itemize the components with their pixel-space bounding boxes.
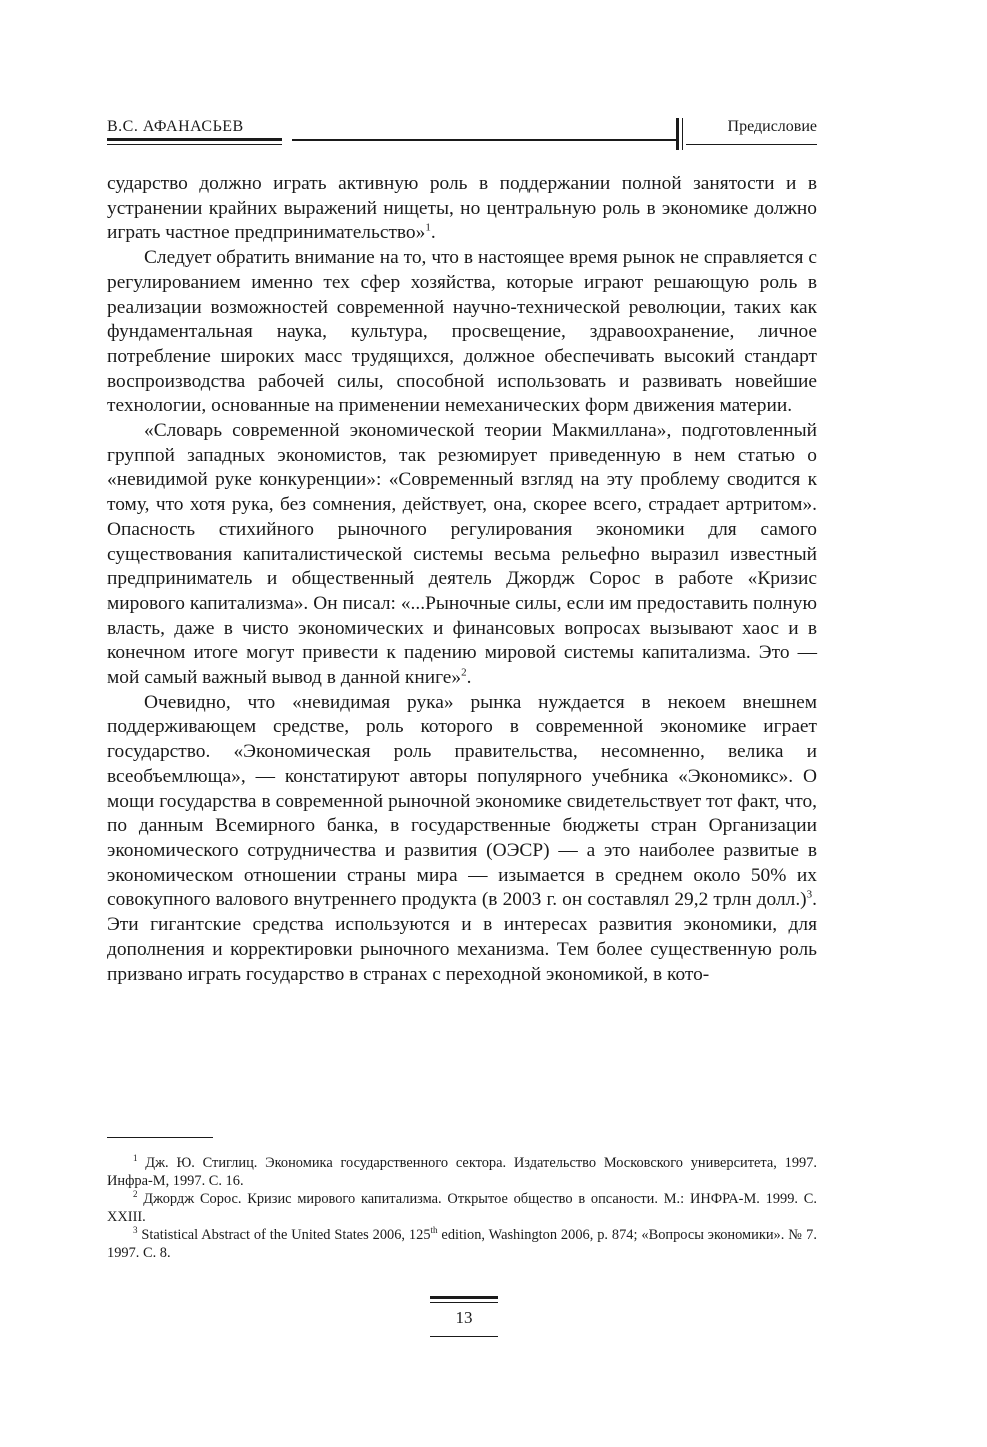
paragraph-1: сударство должно играть активную роль в поддержании полной занятости и в устранении крайних выражений нищеты, но центральную роль в экономике должно играть частное предпринимательство»$^1$. xyxy=(107,173,817,244)
footnote-ref-1[interactable]: 1 xyxy=(425,221,431,234)
header-divider-bar-thin xyxy=(682,118,683,150)
header-rule-left-thin xyxy=(107,144,282,145)
page-number: 13 xyxy=(455,1308,473,1327)
pageno-rule-bottom xyxy=(430,1336,498,1337)
pageno-rule-thin xyxy=(430,1302,498,1303)
paragraph-3: «Словарь современной экономической теории Макмиллана», подготовленный группой западных экономистов, так резюмирует приведенную в нем статью о «невидимой руке конкуренции»: «Современный взгляд на эту проблему сводится к тому, что хотя рука, без сомнения, действует, она, скорее всего, страдает артритом». Опасность стихийного рыночного регулирования экономики для самого существования капиталистической системы весьма рельефно выразил известный предприниматель и общественный деятель Джордж Сорос в работе «Кризис мирового капитализма». Он писал: «...Рыночные силы, если им предоставить полную власть, даже в чисто экономических и финансовых вопросах вызывают хаос и в конечном итоге могут привести к падению мировой системы капитализма. Это — мой самый важный вывод в данной книге»$^2$. xyxy=(107,420,817,689)
footnote-3: $^3$ Statistical Abstract of the United States 2006, 125th edition, Washington 2006, p. 874; «Вопросы экономики». № 7. 1997. С. 8. xyxy=(107,1225,817,1261)
header-section-title: Предисловие xyxy=(727,118,817,135)
footnote-2: $^2$ Джордж Сорос. Кризис мирового капитализма. Открытое общество в опсаности. М.: ИНФРА-М. 1999. С. XXIII. xyxy=(107,1189,817,1225)
header-rule-left-thick xyxy=(107,138,282,141)
body-text xyxy=(107,172,817,987)
paragraph-4: Очевидно, что «невидимая рука» рынка нуждается в некоем внешнем поддерживающем средстве, роль которого в современной экономике играет государство. «Экономическая роль правительства, несомненно, велика и всеобъемлюща», — констатируют авторы популярного учебника «Экономикс». О мощи государства в современной рыночной экономике свидетельствует тот факт, что, по данным Всемирного банка, в государственные бюджеты стран Организации экономического сотрудничества и развития (ОЭСР) — а это наиболее развитые в экономическом отношении страны мира — изымается в среднем около 50% их совокупного валового внутреннего продукта (в 2003 г. он составлял 29,2 трлн долл.)$^3$. Эти гигантские средства используются и в интересах развития экономики, для дополнения и корректировки рыночного механизма. Тем более существенную роль призвано играть государство в странах с переходной экономикой, в кото- xyxy=(107,691,817,985)
header-rule-right xyxy=(686,144,817,145)
pageno-rule-thick xyxy=(430,1296,498,1299)
footnote-separator xyxy=(107,1137,213,1138)
paragraph-2: Следует обратить внимание на то, что в настоящее время рынок не справляется с регулированием именно тех сфер хозяйства, которые играют решающую роль в реализации возможностей современной научно-технической революции, таких как фундаментальная наука, культура, просвещение, здравоохранение, личное потребление широких масс трудящихся, должное обеспечивать высокий стандарт воспроизводства рабочей силы, способной использовать и развивать новейшие технологии, основанные на применении немеханических форм движения материи. xyxy=(107,247,817,417)
footnote-1: $^1$ Дж. Ю. Стиглиц. Экономика государственного сектора. Издательство Московского университета, 1997. Инфра-М, 1997. С. 16. xyxy=(107,1153,817,1189)
footnote-ref-3[interactable]: 3 xyxy=(806,888,813,901)
header-author: В.С. АФАНАСЬЕВ xyxy=(107,118,244,135)
footnote-ref-2[interactable]: 2 xyxy=(461,666,467,679)
header-divider-bar xyxy=(676,118,679,150)
footnotes xyxy=(107,1155,817,1263)
header-rule-main xyxy=(292,139,678,141)
